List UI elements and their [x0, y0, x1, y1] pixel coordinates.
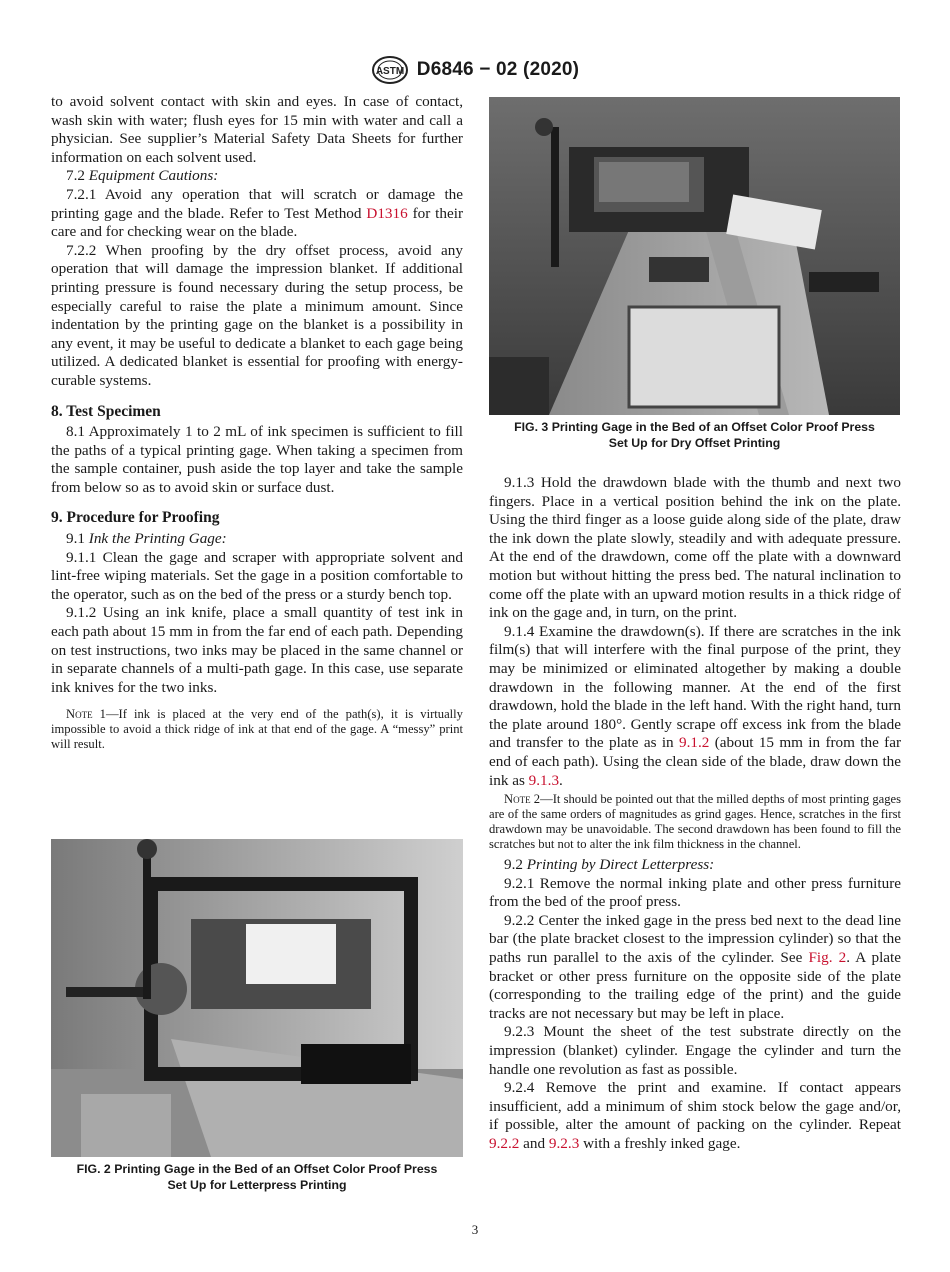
figure-3-caption: FIG. 3 Printing Gage in the Bed of an Offset Color Proof Press Set Up for Dry Offset Printing — [514, 420, 875, 450]
link-9-1-2[interactable]: 9.1.2 — [678, 734, 710, 752]
section-7-2: 7.2 Equipment Cautions: — [66, 167, 219, 185]
left-column — [51, 93, 463, 752]
document-designation: D6846 − 02 (2020) — [416, 59, 580, 80]
heading-test-specimen: 8. Test Specimen — [51, 402, 161, 420]
page-header — [0, 54, 950, 86]
section-7-2-1: 7.2.1 Avoid any operation that will scratch or damage the printing gage and the blade. Refer to Test Method D1316 for their care and for checking wear on the blade. — [51, 185, 464, 241]
note-2: Note 2—It should be pointed out that the milled depths of most printing gages are of the same orders of magnitudes as grind gages. Hence, scratches in the first drawdown may be unavoidable. The second drawdown has been found to fill the scratches but not to alter the ink film thickness in the channel. — [489, 792, 901, 852]
section-9-1-4: 9.1.4 Examine the drawdown(s). If there are scratches in the ink film(s) that will interfere with the final purpose of the print, they may be minimized or eliminated altogether by making a double drawdown in the following manner. At the end of the first drawdown, hold the blade in the left hand. With the right hand, turn the plate around 180°. Gently scrape off excess ink from the blade and transfer to the plate as in 9.1.2 (about 15 mm in from the far end of each path). Using the clean side of the blade, draw down the ink as 9.1.3. — [489, 622, 902, 789]
figure-2-photo — [51, 839, 463, 1157]
note-1: Note 1—If ink is placed at the very end of the path(s), it is virtually impossible to avoid a thick ridge of ink at that end of the gage. A “messy” print will result. — [51, 707, 463, 752]
section-7-2-2: 7.2.2 When proofing by the dry offset process, avoid any operation that will damage the impression blanket. If additional printing pressure is found necessary during the setup process, be especially careful to raise the plate a minimum amount. Since indentation by the printing gage on the blanket is a possibility in any event, it may be useful to dedicate a blanket to each gage being utilized. A dedicated blanket is essential for proofing with energy-curable systems. — [51, 241, 463, 389]
astm-logo-icon — [371, 55, 409, 85]
section-9-1-1: 9.1.1 Clean the gage and scraper with appropriate solvent and lint-free wiping materials. Set the gage in a position comfortable to the operator, such as on the bed of the press or a sturdy bench top. — [51, 548, 463, 603]
section-8-1: 8.1 Approximately 1 to 2 mL of ink specimen is sufficient to fill the paths of a typical printing gage. When taking a specimen from the sample container, push aside the top layer and take the sample from below so as to avoid skin or surface dust. — [51, 423, 463, 496]
astm-logo-text: ASTM — [375, 66, 404, 77]
paragraph-safety-continued: to avoid solvent contact with skin and eyes. In case of contact, wash skin with water; flush eyes for 15 min with water and call a physician. See supplier’s Material Safety Data Sheets for further information on each solvent used. — [51, 93, 463, 166]
link-9-2-3[interactable]: 9.2.3 — [548, 1135, 580, 1152]
link-fig-2[interactable]: Fig. 2 — [808, 949, 847, 967]
section-9-1-2: 9.1.2 Using an ink knife, place a small quantity of test ink in each path about 15 mm in from the far end of each path. Depending on test instructions, two inks may be placed in the same channel or in separate channels of a multi-path gage. In this case, use separate ink knives for the two inks. — [51, 604, 463, 696]
figure-2-caption: FIG. 2 Printing Gage in the Bed of an Offset Color Proof Press Set Up for Letterpress Printing — [76, 1162, 438, 1192]
page-number: 3 — [471, 1222, 479, 1237]
section-9-2-3: 9.2.3 Mount the sheet of the test substrate directly on the impression (blanket) cylinder. Engage the cylinder and turn the handle one revolution as fast as possible. — [489, 1023, 901, 1078]
section-9-2: 9.2 Printing by Direct Letterpress: — [504, 856, 715, 874]
figure-3-photo — [489, 97, 900, 415]
section-9-2-4: 9.2.4 Remove the print and examine. If contact appears insufficient, add a minimum of shim stock below the gage and/or, if possible, alter the amount of packing on the cylinder. Repeat 9.2.2 and 9.2.3 with a freshly inked gage. — [489, 1079, 901, 1152]
section-9-2-2: 9.2.2 Center the inked gage in the press bed next to the dead line bar (the plate bracket closest to the impression cylinder) so that the paths run parallel to the axis of the cylinder. See Fig. 2. A plate bracket or other press furniture on the opposite side of the plate (corresponding to the trailing edge of the print) and the guide tracks are not necessary but may be left in place. — [489, 911, 901, 1022]
link-9-2-2[interactable]: 9.2.2 — [489, 1135, 520, 1152]
section-9-1-3: 9.1.3 Hold the drawdown blade with the thumb and next two fingers. Place in a vertical position behind the ink on the plate. Using the third finger as a loose guide along side of the plate, draw the ink down the plate slowly, steadily and with adequate pressure. At the end of the drawdown, come off the plate with a downward motion but without hitting the press bed. The natural inclination to come off the plate with an upward motion results in a thick ridge of ink on the gage and, in turn, on the print. — [489, 474, 901, 622]
section-9-1: 9.1 Ink the Printing Gage: — [66, 530, 227, 548]
right-column — [489, 474, 901, 1154]
link-9-1-3[interactable]: 9.1.3 — [528, 771, 560, 789]
section-9-2-1: 9.2.1 Remove the normal inking plate and other press furniture from the bed of the proof press. — [489, 874, 901, 911]
heading-procedure: 9. Procedure for Proofing — [51, 509, 220, 527]
link-d1316[interactable]: D1316 — [366, 204, 408, 222]
